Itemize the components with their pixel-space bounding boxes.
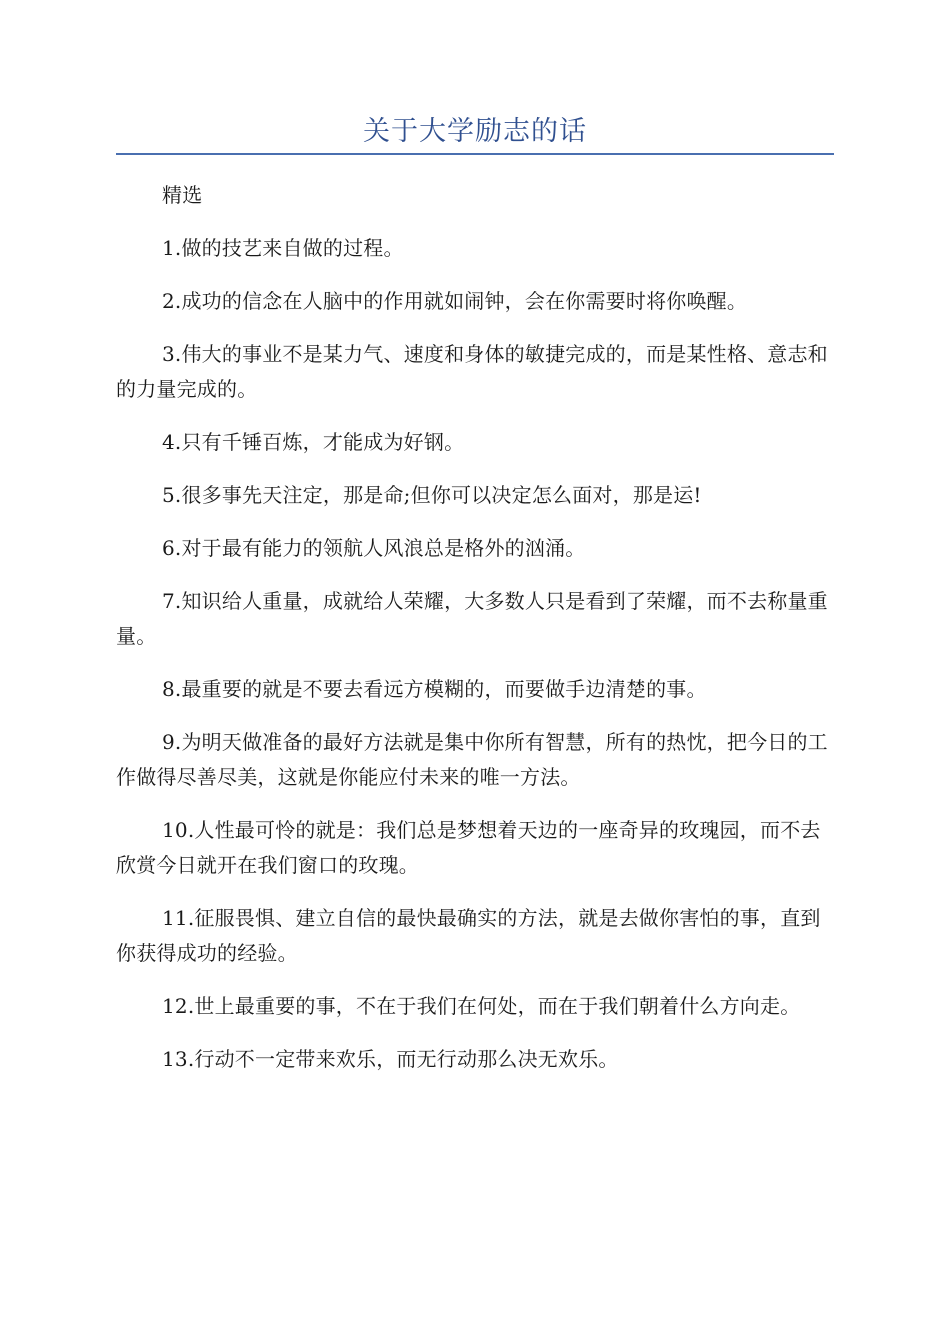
paragraph-7: 7.知识给人重量，成就给人荣耀，大多数人只是看到了荣耀，而不去称量重量。 bbox=[116, 589, 828, 648]
paragraph-11: 11.征服畏惧、建立自信的最快最确实的方法，就是去做你害怕的事，直到你获得成功的经验。 bbox=[116, 906, 821, 965]
document-title: 关于大学励志的话 bbox=[363, 116, 587, 147]
document-body bbox=[116, 178, 834, 1095]
paragraph-10: 10.人性最可怜的就是：我们总是梦想着天边的一座奇异的玫瑰园，而不去欣赏今日就开在我们窗口的玫瑰。 bbox=[116, 818, 821, 877]
paragraph-12: 12.世上最重要的事，不在于我们在何处，而在于我们朝着什么方向走。 bbox=[162, 994, 801, 1018]
paragraph-8: 8.最重要的就是不要去看远方模糊的，而要做手边清楚的事。 bbox=[162, 677, 707, 701]
paragraph-1: 1.做的技艺来自做的过程。 bbox=[162, 236, 404, 260]
paragraph-2: 2.成功的信念在人脑中的作用就如闹钟，会在你需要时将你唤醒。 bbox=[162, 289, 748, 313]
paragraph-3: 3.伟大的事业不是某力气、速度和身体的敏捷完成的，而是某性格、意志和的力量完成的。 bbox=[116, 342, 828, 401]
title-underline bbox=[116, 153, 834, 155]
paragraph-5: 5.很多事先天注定，那是命;但你可以决定怎么面对，那是运! bbox=[162, 483, 702, 507]
paragraph-intro: 精选 bbox=[162, 183, 203, 207]
paragraph-13: 13.行动不一定带来欢乐，而无行动那么决无欢乐。 bbox=[162, 1047, 619, 1071]
paragraph-4: 4.只有千锤百炼，才能成为好钢。 bbox=[162, 430, 465, 454]
paragraph-9: 9.为明天做准备的最好方法就是集中你所有智慧，所有的热忱，把今日的工作做得尽善尽美，这就是你能应付未来的唯一方法。 bbox=[116, 730, 828, 789]
paragraph-6: 6.对于最有能力的领航人风浪总是格外的汹涌。 bbox=[162, 536, 586, 560]
